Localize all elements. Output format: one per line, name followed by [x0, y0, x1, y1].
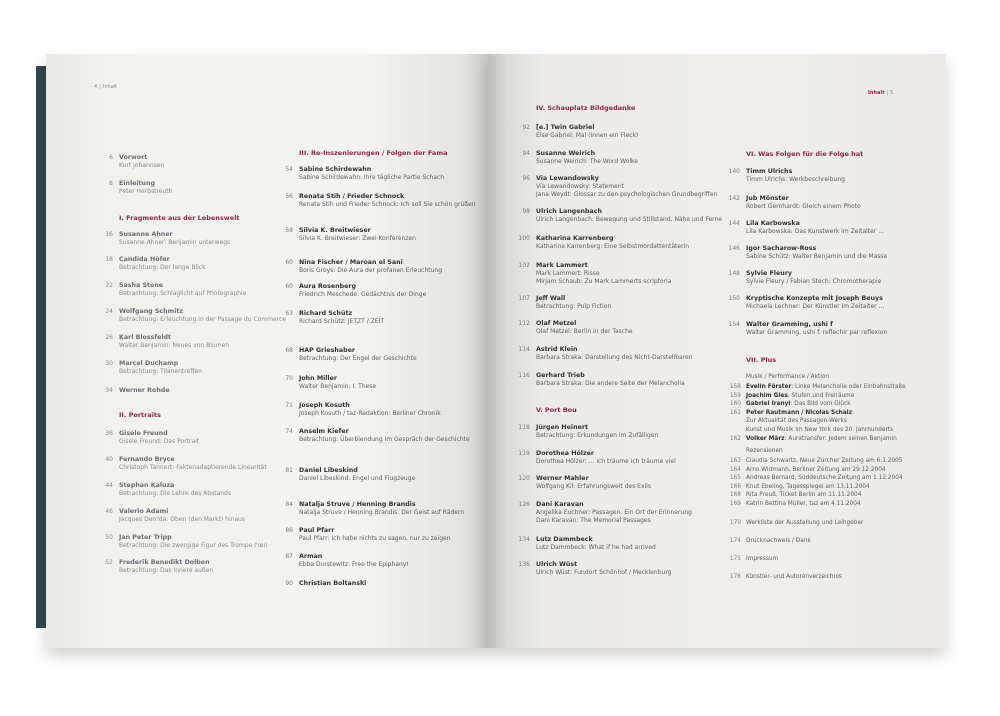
entry-page-number: 158: [729, 384, 741, 390]
toc-line: [729, 392, 855, 400]
entry-page-number: 168: [729, 492, 741, 499]
entry-page-number: 98: [522, 208, 530, 215]
entry-page-number: 144: [728, 220, 740, 227]
toc-entry: [518, 501, 692, 525]
entry-title: Walter Gramming, ushi f: [746, 321, 833, 328]
entry-text: Künstler- und Autorenverzeichnis: [746, 574, 842, 580]
entry-subtitle: Peter Herbstreuth: [119, 188, 173, 195]
section-heading: VI. Was Folgen für die Folge hat: [746, 150, 864, 158]
entry-page-number: 118: [518, 424, 530, 431]
entry-title: Susanne Weirich: [536, 150, 596, 157]
entry-text: Katrin Bettina Müller, taz am 4.11.2004: [746, 501, 861, 507]
toc-entry: [728, 270, 882, 286]
entry-subtitle: Barbara Straka: Die andere Seite der Melancholia: [536, 380, 685, 387]
entry-title: Nina Fischer / Maroan el Sani: [299, 259, 403, 266]
entry-name: Peter Rautmann / Nicolas Schalz: [746, 409, 853, 416]
entry-page-number: 70: [285, 375, 293, 382]
toc-entry: [728, 168, 845, 184]
entry-subtitle: Katharina Karrenberg: Eine Selbstmordattentäterin: [536, 243, 690, 250]
entry-subtitle: Lutz Dammbeck: What if he had arrived: [536, 544, 656, 551]
entry-subtitle: Betrachtung: Überblendung im Gespräch der Geschichte: [299, 436, 470, 443]
entry-title: Igor Sacharow-Ross: [746, 245, 817, 252]
entry-title: Ulrich Wüst: [536, 561, 578, 568]
entry-title: Dorothea Hölzer: [536, 450, 594, 457]
entry-name: Gabriel Iranyi: [746, 401, 791, 408]
entry-subtitle: Susanne Ahner: Benjamin unterwegs: [119, 239, 231, 246]
entry-title: Katharina Karrenberg: [536, 235, 614, 242]
entry-page-number: 107: [518, 295, 530, 302]
entry-subtitle: Daniel Libeskind: Engel und Flugzeuge: [299, 475, 416, 482]
entry-page-number: 52: [105, 559, 113, 566]
entry-page-number: 81: [285, 467, 293, 474]
toc-entry: [105, 256, 206, 272]
toc-entry: [285, 428, 470, 444]
section-heading: I. Fragmente aus der Lebenswelt: [119, 214, 240, 222]
entry-subtitle: Walter Gramming, ushi f. reflechir par reflexion: [746, 329, 888, 336]
entry-subtitle: Mark Lammert: Risse: [536, 270, 600, 277]
toc-entry: [109, 180, 173, 196]
entry-title: Olaf Metzel: [536, 320, 577, 327]
entry-title: Susanne Ahner: [119, 231, 173, 238]
entry-text: Impressum: [746, 556, 779, 562]
toc-entry: [285, 259, 443, 275]
toc-line: [746, 418, 847, 425]
toc-entry: [522, 150, 638, 166]
toc-line: [729, 538, 811, 545]
toc-entry: [109, 154, 165, 170]
entry-page-number: 74: [285, 428, 293, 435]
toc-line: [746, 427, 893, 434]
entry-page-number: 60: [285, 283, 293, 290]
entry-page-number: 170: [729, 520, 741, 526]
entry-subtitle: Boris Groys: Die Aura der profanen Erleuchtung: [299, 267, 443, 274]
entry-title: Renata Stih / Frieder Schnock: [299, 193, 405, 200]
entry-title: Werner Mahler: [536, 475, 589, 482]
entry-page-number: 146: [728, 245, 740, 252]
entry-subtitle: Susanne Weirich: The Word Wolke: [536, 158, 638, 165]
toc-entry: [518, 295, 612, 311]
entry-title: Sabine Schirdewahn: [299, 166, 372, 173]
toc-entry: [285, 347, 417, 363]
entry-title: Silvia K. Breitwieser: [299, 227, 371, 234]
toc-line: [729, 384, 906, 391]
entry-subtitle: Betrachtung: Der lange Blick: [119, 264, 206, 271]
entry-page-number: 134: [518, 536, 530, 543]
entry-text: Knut Ebeling, Tagesspiegel am 13.11.2004: [746, 483, 870, 490]
entry-page-number: 169: [729, 501, 741, 507]
entry-subtitle: Ulrich Wüst: Fundort Schönhof / Mecklenburg: [536, 569, 672, 576]
toc-entry: [522, 175, 718, 199]
section-heading: III. Re-Inszenierungen / Folgen der Fama: [299, 149, 448, 157]
entry-subtitle: Barbara Straka: Darstellung des Nicht-Darstellbaren: [536, 354, 693, 361]
toc-entry: [728, 245, 888, 261]
entry-name: Volker März: [746, 435, 785, 442]
running-head-left: 4 | Inhalt: [94, 84, 118, 90]
entry-title: Jürgen Heinert: [536, 424, 588, 431]
entry-title: Candida Höfer: [119, 256, 170, 263]
toc-entry: [518, 424, 659, 440]
entry-text: Rita Preuß, Ticket Berlin am 11.11.2004: [746, 492, 862, 499]
toc-entry: [105, 334, 230, 350]
entry-title: Ulrich Langenbach: [536, 208, 602, 215]
toc-entry: [285, 467, 416, 483]
toc-entry: [105, 360, 202, 376]
page-number: 4: [94, 84, 98, 90]
entry-page-number: 176: [729, 574, 741, 580]
toc-entry: [728, 220, 884, 236]
running-head-right: Inhalt | 5: [868, 90, 894, 96]
entry-title: Stephan Kaluza: [119, 482, 175, 489]
entry-title: Einleitung: [119, 180, 156, 187]
toc-entry: [105, 508, 246, 524]
right-page: [488, 54, 946, 648]
entry-title: Natalja Struve / Henning Brandis: [299, 501, 416, 508]
section-heading: II. Portraits: [119, 411, 161, 419]
reviews-heading: Rezensionen: [746, 448, 783, 454]
entry-page-number: 50: [105, 534, 113, 541]
entry-page-number: 94: [522, 150, 530, 157]
entry-page-number: 86: [285, 527, 293, 534]
entry-text: Arno Widmann, Berliner Zeitung am 29.12.2004: [746, 466, 886, 473]
section-heading: V. Port Bou: [536, 406, 577, 414]
entry-subtitle: Sabine Schütz: Walter Benjamin und die Masse: [746, 253, 888, 260]
toc-entry: [518, 346, 693, 362]
entry-title: Gerhard Trieb: [536, 372, 585, 379]
toc-line: [729, 492, 862, 499]
toc-entry: [285, 402, 441, 418]
entry-page-number: 142: [728, 195, 740, 202]
toc-entry: [285, 527, 451, 543]
entry-subtitle: Renata Stih und Frieder Schnock: Ich soll Sie schön grüßen: [299, 201, 476, 208]
entry-title: Werner Rohde: [119, 387, 170, 394]
entry-page-number: 119: [518, 450, 530, 457]
toc-line: [729, 409, 854, 417]
entry-title: Via Lewandowsky: [536, 175, 599, 182]
entry-subtitle: Joseph Kosuth / taz-Redaktion: Berliner Chronik: [299, 410, 441, 417]
toc-line: [729, 501, 861, 508]
entry-title: Aura Rosenberg: [299, 283, 356, 290]
entry-page-number: 102: [518, 262, 530, 269]
entry-subtitle: Natalja Struve / Henning Brandis: Der Geist auf Rädern: [299, 509, 465, 516]
entry-title: Mark Lammert: [536, 262, 588, 269]
entry-title: Fernando Bryce: [119, 456, 175, 463]
entry-subtitle: Friedrich Meschede: Gedächtnis der Dinge: [299, 291, 427, 298]
entry-text: : Stufen und Freiräume: [787, 392, 855, 399]
entry-page-number: 136: [518, 561, 530, 568]
toc-entry: [105, 308, 286, 324]
entry-page-number: 63: [285, 310, 293, 317]
toc-entry: [105, 559, 214, 575]
entry-subtitle: Betrachtung: Die Lehre des Abstands: [119, 490, 231, 497]
entry-title: Lutz Dammbeck: [536, 536, 593, 543]
entry-text: Zur Aktualität des Passagen-Werks: [746, 418, 847, 425]
entry-page-number: 18: [105, 256, 113, 263]
entry-page-number: 126: [518, 501, 530, 508]
entry-subtitle: Christoph Tannert: Faktenadaptierende Linearität: [119, 464, 267, 471]
toc-entry: [728, 321, 888, 337]
entry-page-number: 40: [105, 456, 113, 463]
entry-subtitle: Jacques Derrida: Oben (den Markt) hinaus: [119, 516, 246, 523]
entry-title: Christian Boltanski: [299, 580, 367, 587]
entry-title: Jub Mönster: [746, 195, 789, 202]
entry-subtitle: Timm Ulrichs: Werkbeschreibung: [746, 176, 845, 183]
entry-text: : Linke Melancholie oder Einbahnstraße: [791, 384, 906, 390]
toc-entry: [105, 456, 267, 472]
entry-title: Gisèle Freund: [119, 430, 168, 437]
entry-title: Jeff Wall: [536, 295, 566, 302]
toc-line: [729, 556, 779, 563]
entry-text: :: [852, 409, 854, 416]
entry-title: Marcel Duchamp: [119, 360, 179, 367]
entry-page-number: 30: [105, 360, 113, 367]
running-title: Inhalt: [868, 90, 885, 96]
entry-subtitle: Wolfgang Kil: Erfahrungswelt des Exils: [536, 483, 651, 490]
entry-title: Vorwort: [119, 154, 148, 161]
entry-page-number: 24: [105, 308, 113, 315]
entry-page-number: 116: [518, 372, 530, 379]
toc-entry: [285, 166, 445, 182]
entry-subtitle: Betrachtung: Das Innere außen: [119, 567, 214, 574]
entry-page-number: 161: [729, 409, 741, 416]
toc-line: [729, 574, 842, 581]
entry-page-number: 36: [105, 430, 113, 437]
toc-entry: [285, 553, 409, 569]
entry-text: Claudia Schwartz, Neue Zürcher Zeitung am 6.1.2005: [746, 458, 903, 464]
entry-text: : Das Bild vom Glück: [790, 401, 851, 408]
entry-subtitle: Walter Benjamin: I. These: [299, 383, 377, 390]
toc-entry: [518, 320, 633, 336]
toc-entry: [285, 310, 385, 326]
entry-page-number: 100: [518, 235, 530, 242]
entry-page-number: 26: [105, 334, 113, 341]
entry-page-number: 164: [729, 466, 741, 473]
entry-title: Astrid Klein: [536, 346, 578, 353]
entry-title: John Miller: [299, 375, 337, 382]
entry-title: Paul Pfarr: [299, 527, 335, 534]
section-heading: IV. Schauplatz Bildgedanke: [536, 104, 636, 112]
entry-title: Anselm Kiefer: [299, 428, 349, 435]
entry-page-number: 84: [285, 501, 293, 508]
section-heading: VII. Plus: [746, 356, 777, 364]
toc-entry: [518, 235, 690, 251]
entry-subtitle: Betrachtung: Die zwergige Figur des Trompe l'œil: [119, 542, 268, 549]
entry-subtitle: Sylvie Fleury / Fabian Stech: Chromotherapie: [746, 278, 882, 285]
toc-entry: [105, 282, 247, 298]
toc-entry: [105, 534, 268, 550]
entry-title: Kryptische Konzepte mit Joseph Beuys: [746, 295, 883, 302]
entry-page-number: 175: [729, 556, 741, 562]
entry-name: Evelin Förster: [746, 384, 792, 390]
entry-subtitle: Olaf Metzel: Berlin in der Tasche: [536, 328, 633, 335]
entry-page-number: 22: [105, 282, 113, 289]
toc-line: [729, 520, 864, 527]
entry-page-number: 140: [728, 168, 740, 175]
entry-subtitle: Jana Weydt: Glossar zu den psychologischen Grundbegriffen: [536, 191, 718, 198]
entry-subtitle: Michaela Lechner: Der Künstler im Zeitalter ...: [746, 303, 885, 310]
entry-page-number: 165: [729, 475, 741, 482]
entry-page-number: 8: [109, 180, 113, 187]
entry-page-number: 160: [729, 401, 741, 408]
entry-subtitle: Ulrich Langenbach: Bewegung und Stillstand, Nähe und Ferne: [536, 216, 722, 223]
toc-entry: [285, 193, 476, 209]
entry-subtitle: Paul Pfarr: Ich habe nichts zu sagen, nur zu zeigen: [299, 535, 451, 542]
entry-subtitle: Betrachtung: Erleuchtung in der Passage du Commerce: [119, 316, 286, 323]
toc-entry: [285, 227, 416, 243]
entry-subtitle: Dani Karavan: The Memorial Passages: [536, 517, 651, 524]
entry-page-number: 58: [285, 227, 293, 234]
entry-title: Wolfgang Schmitz: [119, 308, 184, 315]
entry-subtitle: Betrachtung: Schlaglicht auf Photographie: [119, 290, 247, 297]
entry-page-number: 162: [729, 435, 741, 442]
running-title: Inhalt: [102, 84, 118, 90]
toc-line: [729, 466, 886, 474]
entry-title: Daniel Libeskind: [299, 467, 358, 474]
entry-title: Joseph Kosuth: [299, 402, 350, 409]
entry-subtitle: Dorothea Hölzer: ... ich träume ich träume viel: [536, 458, 676, 465]
toc-entry: [518, 561, 672, 577]
toc-entry: [285, 283, 427, 299]
toc-entry: [522, 208, 722, 224]
entry-subtitle: Betrachtung: Pulp Fiction: [536, 303, 612, 310]
entry-name: Joachim Gies: [746, 392, 788, 399]
entry-subtitle: Betrachtung: Erkundungen im Zufälligen: [536, 432, 659, 439]
entry-subtitle: Mirjam Schaub: Zu Mark Lammerts scriptoria: [536, 278, 672, 285]
entry-subtitle: Else Gabriel: Mal (Innen ein Fleck): [536, 132, 639, 139]
entry-page-number: 174: [729, 538, 741, 544]
entry-page-number: 148: [728, 270, 740, 277]
entry-page-number: 16: [105, 231, 113, 238]
entry-text: Werkliste der Ausstellung und Leihgeber: [746, 520, 864, 526]
entry-page-number: 87: [285, 553, 293, 560]
entry-page-number: 90: [285, 580, 293, 587]
toc-line: [729, 483, 870, 491]
entry-title: [e.] Twin Gabriel: [536, 124, 595, 131]
entry-page-number: 159: [729, 392, 741, 399]
entry-subtitle: Walter Benjamin: Neues von Blumen: [119, 342, 230, 349]
entry-subtitle: Silvia K. Breitwieser: Zwei Konferenzen: [299, 235, 416, 242]
entry-subtitle: Lila Karbowska: Das Kunstwerk im Zeitalter ...: [746, 228, 884, 235]
entry-page-number: 166: [729, 483, 741, 490]
toc-entry: [285, 501, 465, 517]
entry-page-number: 114: [518, 346, 530, 353]
entry-subtitle: Kurt Johannsen: [119, 162, 165, 169]
left-page: [46, 54, 488, 648]
entry-subtitle: Betrachtung: Tilanentreffen: [119, 368, 202, 375]
entry-title: Arman: [299, 553, 323, 560]
entry-subtitle: Richard Schütz: JETZT / ZEIT: [299, 318, 385, 325]
entry-title: Lila Karbowska: [746, 220, 800, 227]
entry-page-number: 120: [518, 475, 530, 482]
toc-entry: [105, 387, 170, 395]
page-number: 5: [890, 90, 894, 96]
toc-entry: [105, 430, 200, 446]
entry-page-number: 150: [728, 295, 740, 302]
toc-entry: [518, 262, 672, 286]
entry-text: Andreas Bernard, Süddeutsche Zeitung am 1.12.2004: [746, 475, 903, 482]
entry-title: Sylvie Fleury: [746, 270, 792, 277]
toc-entry: [518, 475, 651, 491]
entry-page-number: 154: [728, 321, 740, 328]
toc-line: [729, 401, 851, 408]
entry-page-number: 71: [285, 402, 293, 409]
toc-entry: [285, 375, 377, 391]
toc-entry: [285, 580, 367, 588]
entry-text: Kunst und Musik im New York des 20. Jahrhunderts: [746, 427, 894, 433]
entry-title: Jan Peter Tripp: [119, 534, 172, 541]
entry-page-number: 6: [109, 154, 113, 161]
toc-entry: [518, 536, 656, 552]
entry-page-number: 68: [285, 347, 293, 354]
entry-subtitle: Sabine Schirdewahn: Ihre tägliche Partie Schach: [299, 174, 445, 181]
entry-title: Sasha Stone: [119, 282, 164, 289]
entry-subtitle: Betrachtung: Der Engel der Geschichte: [299, 355, 417, 362]
toc-entry: [105, 231, 231, 247]
entry-page-number: 60: [285, 259, 293, 266]
entry-title: Karl Blossfeldt: [119, 334, 172, 341]
entry-page-number: 56: [285, 193, 293, 200]
entry-title: Richard Schütz: [299, 310, 353, 317]
toc-line: [729, 435, 897, 443]
toc-entry: [728, 195, 861, 211]
toc-entry: [522, 124, 639, 140]
entry-page-number: 46: [105, 508, 113, 515]
entry-subtitle: Gisèle Freund: Das Portrait: [119, 438, 200, 445]
book-spine: [36, 66, 46, 628]
entry-title: Valerio Adami: [119, 508, 169, 515]
plus-heading: Musik / Performance / Aktion: [746, 374, 830, 380]
entry-page-number: 34: [105, 387, 113, 394]
entry-text: Drucknachweis / Dank: [746, 538, 811, 544]
entry-page-number: 96: [522, 175, 530, 182]
entry-title: Dani Karavan: [536, 501, 584, 508]
entry-title: Timm Ulrichs: [746, 168, 793, 175]
entry-text: : Auratransfer: Jedem seinen Benjamin: [784, 435, 897, 442]
toc-entry: [518, 372, 685, 388]
entry-page-number: 112: [518, 320, 530, 327]
entry-subtitle: Angelika Euchner: Passagen. Ein Ort der Erinnerung: [536, 509, 692, 516]
entry-page-number: 92: [522, 124, 530, 131]
entry-subtitle: Ebba Durstewitz: Free the Epiphany!: [299, 561, 409, 568]
entry-page-number: 54: [285, 166, 293, 173]
entry-page-number: 163: [729, 458, 741, 464]
toc-line: [729, 458, 903, 465]
entry-page-number: 44: [105, 482, 113, 489]
entry-title: HAP Grieshaber: [299, 347, 356, 354]
entry-subtitle: Via Lewandowsky: Statement: [536, 183, 624, 190]
toc-entry: [518, 450, 676, 466]
entry-subtitle: Robert Gernhardt: Gleich einem Photo: [746, 203, 861, 210]
entry-title: Frederik Benedikt Dolben: [119, 559, 210, 566]
toc-entry: [728, 295, 885, 311]
toc-entry: [105, 482, 231, 498]
toc-line: [729, 475, 903, 482]
